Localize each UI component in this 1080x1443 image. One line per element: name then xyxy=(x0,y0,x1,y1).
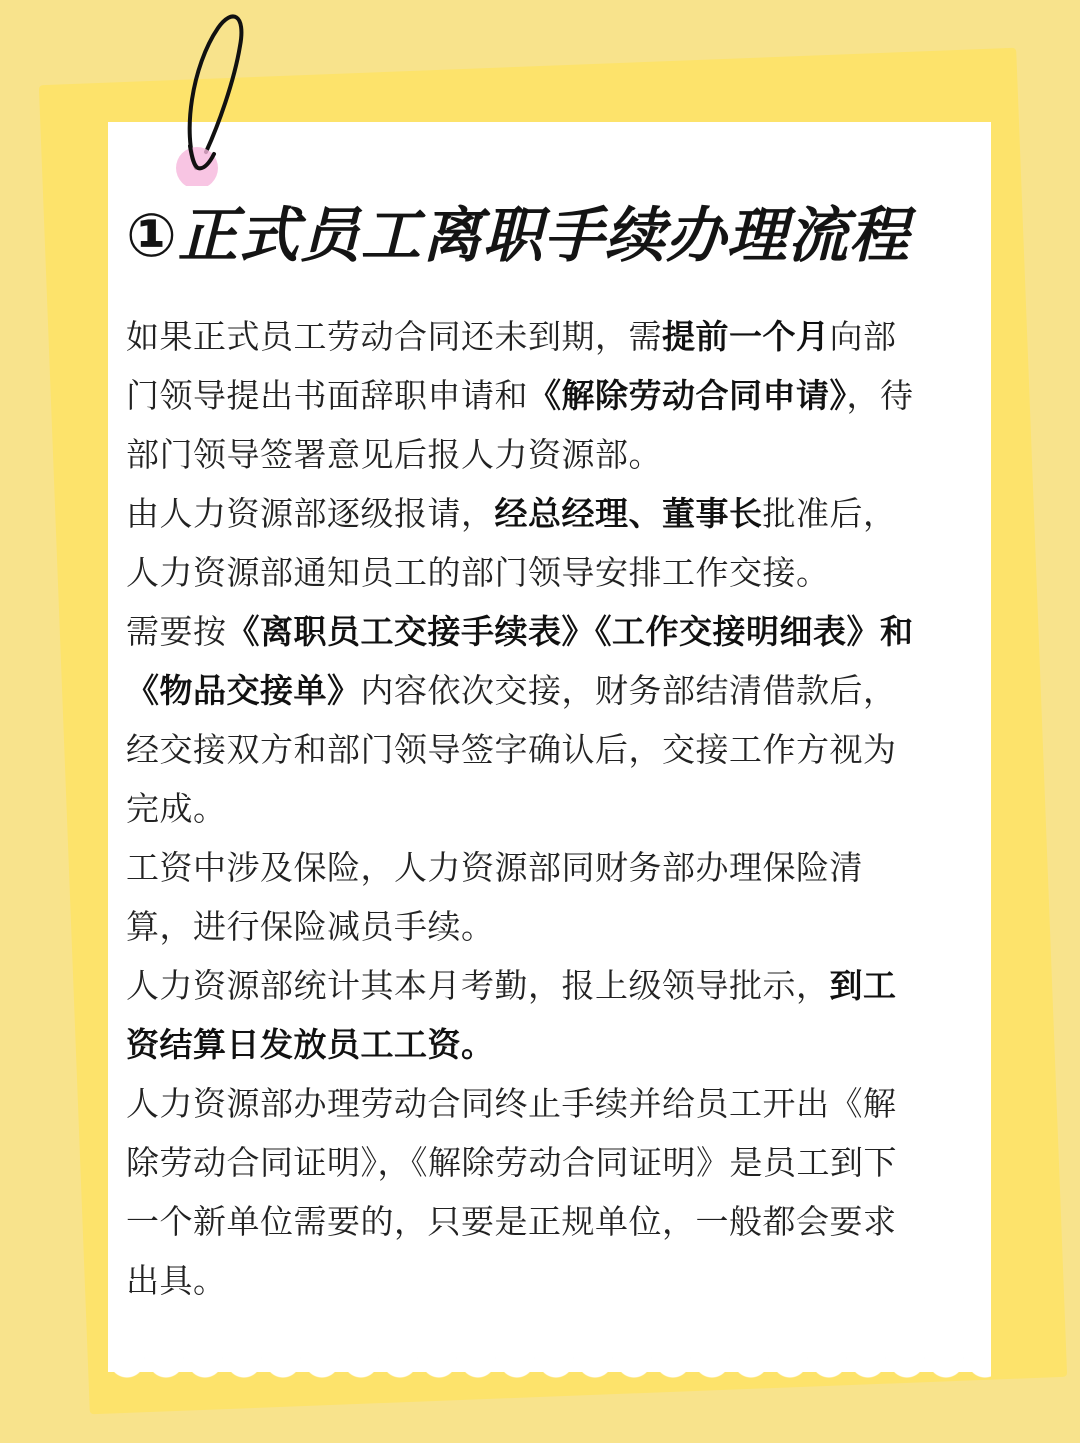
bold-text: 到工资结算日发放员工工资。 xyxy=(126,966,897,1064)
text-run: 批准后，人力资源部通知员工的部门领导安排工作交接。 xyxy=(126,494,897,592)
page-title: ①正式员工离职手续办理流程 xyxy=(126,201,910,271)
paragraph xyxy=(126,307,926,484)
text-run: 需要按 xyxy=(126,612,227,651)
paperclip-icon xyxy=(170,6,260,186)
text-run: 人力资源部办理劳动合同终止手续并给员工开出《解除劳动合同证明》，《解除劳动合同证明》是员工到下一个新单位需要的，只要是正规单位，一般都会要求出具。 xyxy=(126,1084,897,1300)
body-text xyxy=(126,307,926,1310)
bold-text: 《离职员工交接手续表》《工作交接明细表》和《物品交接单》 xyxy=(126,612,914,710)
bold-text: 提前一个月 xyxy=(662,317,830,356)
text-run: 向部门领导提出书面辞职申请和 xyxy=(126,317,897,415)
paragraph xyxy=(126,484,926,602)
text-run: 如果正式员工劳动合同还未到期，需 xyxy=(126,317,662,356)
paragraph xyxy=(126,1074,926,1310)
text-run: 人力资源部统计其本月考勤，报上级领导批示， xyxy=(126,966,830,1005)
paragraph xyxy=(126,956,926,1074)
paper-scalloped-edge xyxy=(108,1354,991,1394)
text-run: ，待部门领导签署意见后报人力资源部。 xyxy=(126,376,914,474)
bold-text: 经总经理、董事长 xyxy=(494,494,763,533)
bold-text: 《解除劳动合同申请》 xyxy=(528,376,847,415)
text-run: 工资中涉及保险，人力资源部同财务部办理保险清算，进行保险减员手续。 xyxy=(126,848,863,946)
text-run: 由人力资源部逐级报请， xyxy=(126,494,495,533)
paragraph xyxy=(126,602,926,838)
paragraph xyxy=(126,838,926,956)
text-run: 内容依次交接，财务部结清借款后，经交接双方和部门领导签字确认后，交接工作方视为完成。 xyxy=(126,671,897,828)
